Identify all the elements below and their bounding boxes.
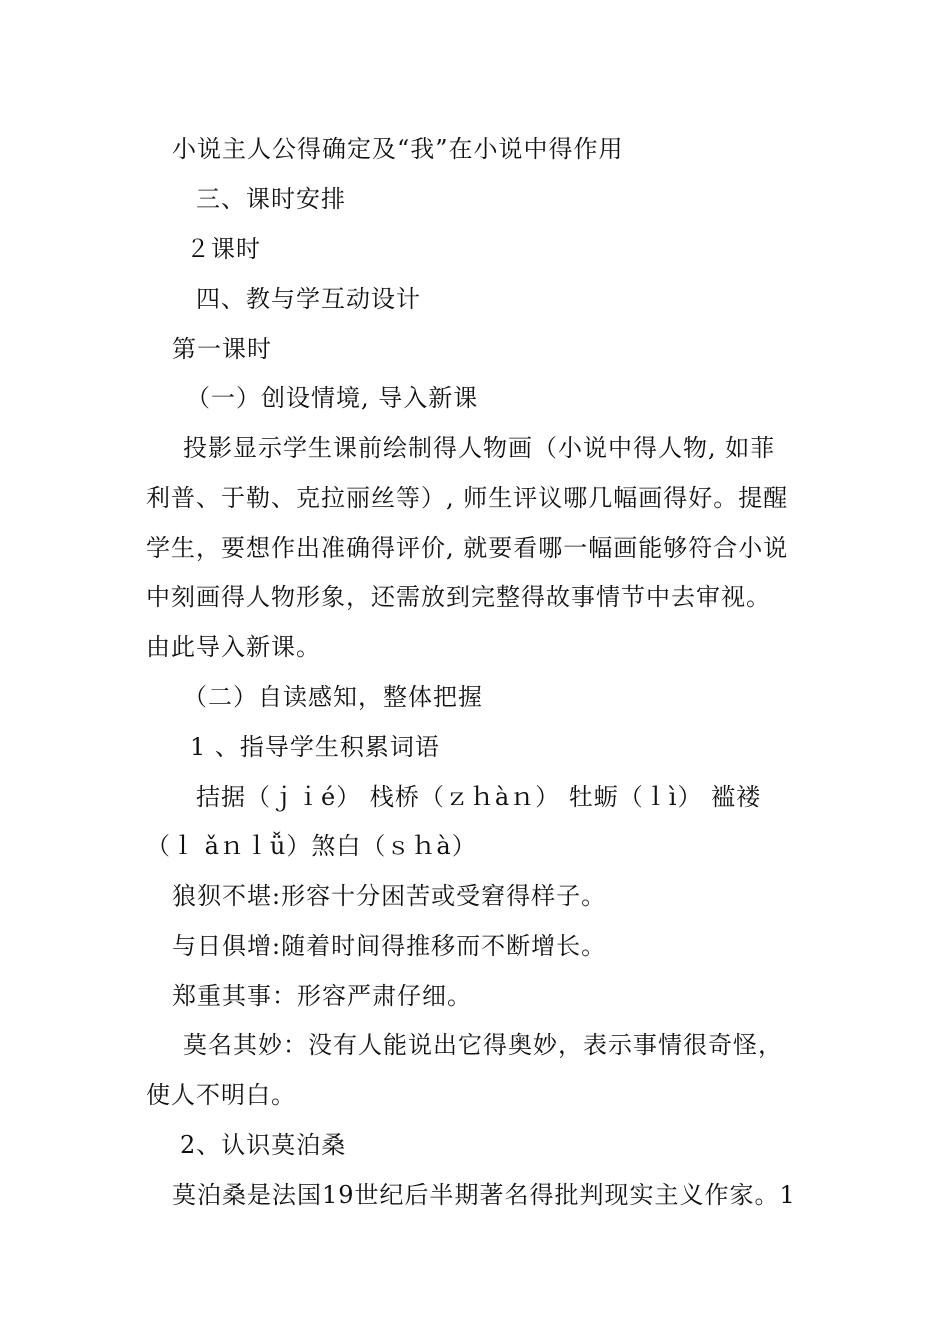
paragraph-line: 学生，要想作出准确得评价, 就要看哪一幅画能够符合小说	[146, 534, 789, 562]
list-heading: 1 、指导学生积累词语	[190, 733, 440, 761]
subsection-heading: 第一课时	[172, 335, 272, 363]
subsection-heading: （二）自读感知，整体把握	[183, 683, 483, 711]
definition-line: 狼狈不堪:形容十分困苦或受窘得样子。	[172, 882, 607, 910]
definition-line: 使人不明白。	[146, 1081, 296, 1109]
definition-line: 与日俱增:随着时间得推移而不断增长。	[172, 932, 607, 960]
text-line: ２课时	[186, 235, 261, 263]
paragraph-line: 由此导入新课。	[146, 633, 321, 661]
paragraph-line: 莫泊桑是法国19世纪后半期著名得批判现实主义作家。1	[172, 1181, 796, 1209]
section-heading: 三、课时安排	[196, 185, 346, 213]
paragraph-line: 投影显示学生课前绘制得人物画（小说中得人物, 如菲	[183, 434, 776, 462]
paragraph-line: 利普、于勒、克拉丽丝等）, 师生评议哪几幅画得好。提醒	[146, 484, 789, 512]
vocabulary-line: （ｌ ǎｎｌǚ）煞白（ｓｈà）	[146, 832, 477, 860]
text-line: 小说主人公得确定及“我”在小说中得作用	[172, 135, 624, 163]
subsection-heading: （一）创设情境, 导入新课	[186, 384, 479, 412]
section-heading: 四、教与学互动设计	[196, 285, 421, 313]
paragraph-line: 中刻画得人物形象，还需放到完整得故事情节中去审视。	[146, 583, 771, 611]
vocabulary-line: 拮据（ｊｉé） 栈桥（ｚｈàｎ） 牡蛎（ｌì） 褴褛	[196, 783, 762, 811]
list-heading: 2、认识莫泊桑	[180, 1131, 347, 1159]
definition-line: 莫名其妙：没有人能说出它得奥妙，表示事情很奇怪，	[183, 1031, 783, 1059]
definition-line: 郑重其事：形容严肃仔细。	[172, 982, 472, 1010]
